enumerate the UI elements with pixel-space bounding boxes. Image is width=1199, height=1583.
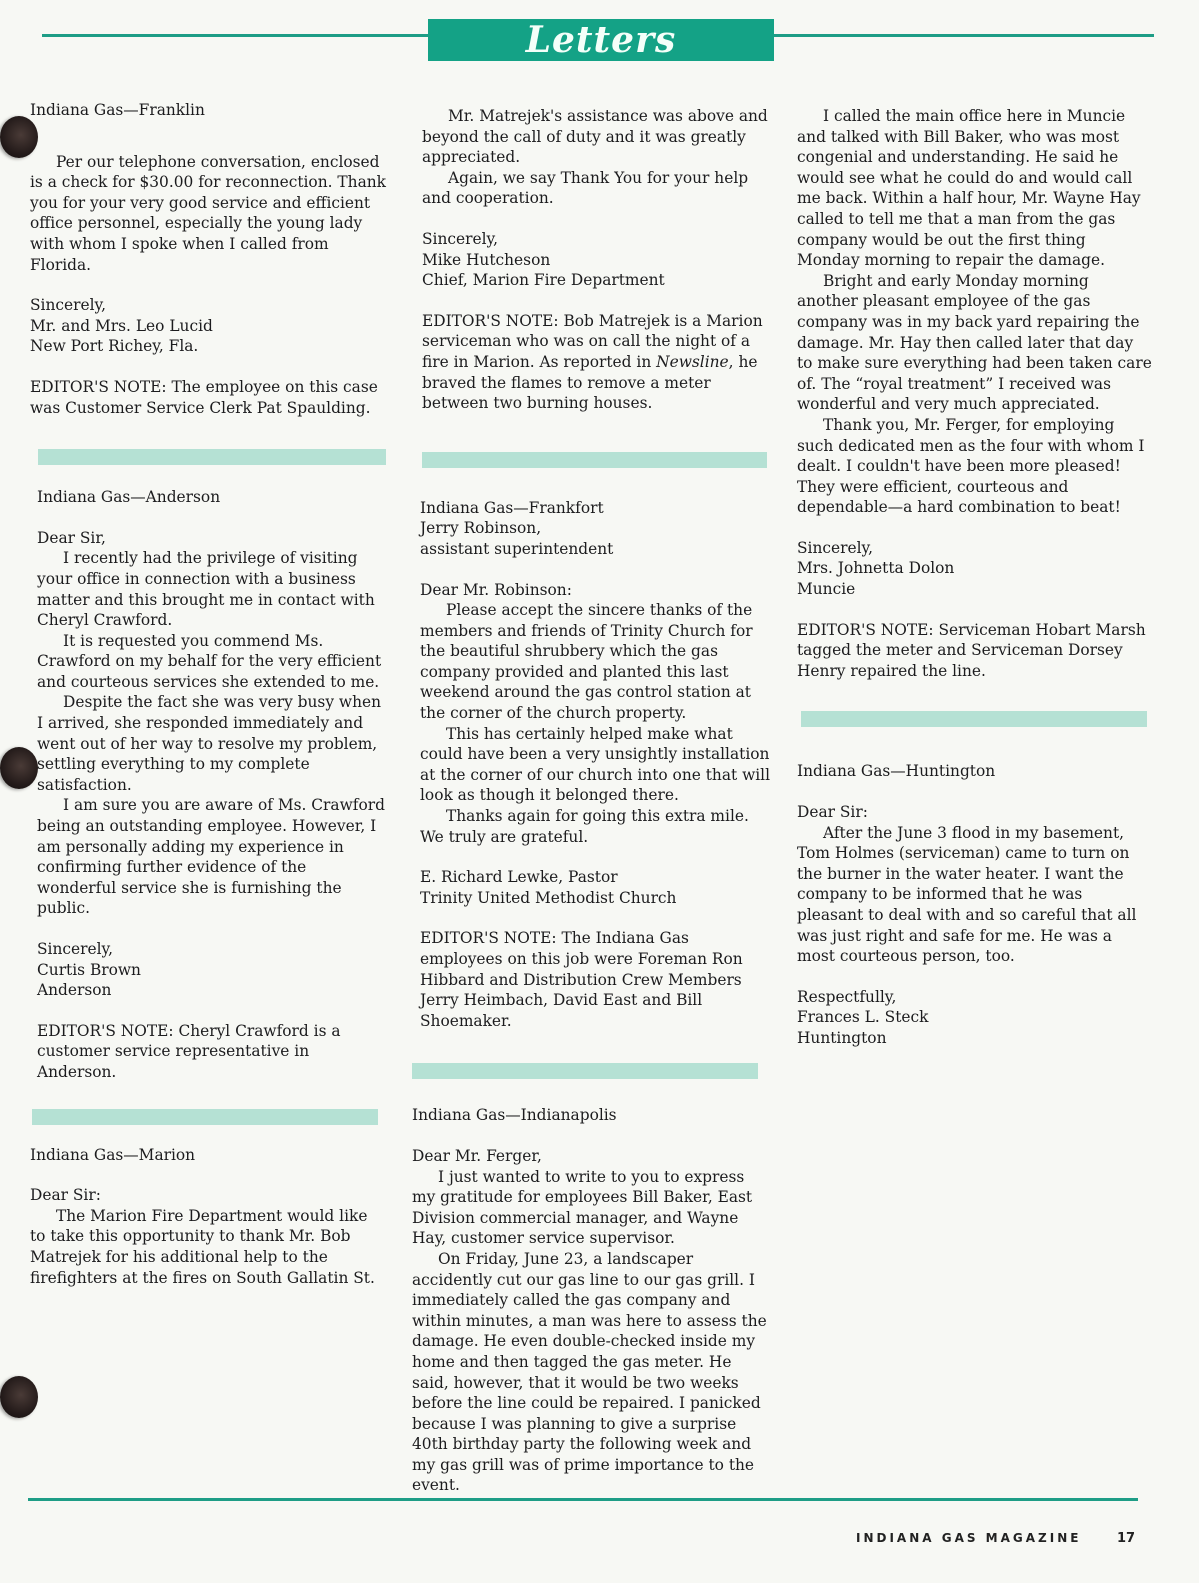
magazine-name: INDIANA GAS MAGAZINE	[856, 1531, 1082, 1545]
letter-signoff: Sincerely,	[30, 296, 107, 315]
letter-salutation: Dear Sir:	[797, 803, 868, 822]
letter-paragraph: I am sure you are aware of Ms. Crawford being an outstanding employee. However, I am personally adding my experience in confirming further evidence of the wonderful service she is furnishing the public.	[37, 796, 385, 918]
letter-salutation: Dear Sir:	[30, 1186, 101, 1205]
letter-location: Indiana Gas—Franklin	[30, 101, 205, 119]
section-divider	[412, 1063, 758, 1079]
letter-body: Per our telephone conversation, enclosed is a check for $30.00 for reconnection. Thank you for your very good service and efficient office personnel, especially the young lady with whom I spoke when I called from Florida.	[30, 152, 386, 274]
letter-signer: Mike Hutcheson	[422, 250, 551, 269]
editor-note: EDITOR'S NOTE: Serviceman Hobart Marsh tagged the meter and Serviceman Dorsey Henry repaired the line.	[797, 620, 1146, 680]
editor-note: EDITOR'S NOTE: Cheryl Crawford is a customer service representative in Anderson.	[37, 1021, 341, 1081]
letter-paragraph: I called the main office here in Muncie and talked with Bill Baker, who was most congenial and understanding. He said he would see what he could do and would call me back. Within a half hour, Mr. Wayne Hay called to tell me that a man from the gas company would be out the first thing Monday morning to repair the damage.	[797, 107, 1141, 270]
letter-paragraph: Please accept the sincere thanks of the members and friends of Trinity Church for the beautiful shrubbery which the gas company provided and planted this last weekend around the gas control station at the corner of the church property.	[420, 601, 753, 723]
letter-location: Indiana Gas—Anderson	[37, 488, 221, 507]
letter-huntington	[797, 761, 1153, 1048]
letter-salutation: Dear Sir,	[37, 528, 106, 547]
letter-signoff: Sincerely,	[422, 229, 499, 248]
editor-note-text: EDITOR'S NOTE: Bob Matrejek is a Marion serviceman who was on call the night of a fire in Marion. As reported in	[422, 311, 763, 371]
letter-signer: Frances L. Steck	[797, 1008, 929, 1027]
footer-rule	[28, 1498, 1138, 1501]
letter-paragraph: Thanks again for going this extra mile. We truly are grateful.	[420, 807, 749, 846]
section-title: Letters	[428, 19, 774, 61]
binder-hole-bottom	[0, 1376, 38, 1418]
letter-signoff: Respectfully,	[797, 987, 897, 1006]
letter-paragraph: On Friday, June 23, a landscaper accidently cut our gas line to our gas grill. I immediately called the gas company and within minutes, a man was here to assess the damage. He even double-checked inside my home and then tagged the gas meter. He said, however, that it would be two weeks before the line could be repaired. I panicked because I was planning to give a surprise 40th birthday party the following week and my gas grill was of prime importance to the event.	[412, 1249, 767, 1495]
letter-signer-title: Chief, Marion Fire Department	[422, 271, 665, 290]
letter-signer-location: Anderson	[37, 981, 112, 1000]
editor-note	[422, 311, 772, 414]
publication-name: Newsline	[656, 352, 729, 371]
section-divider	[801, 711, 1147, 727]
letter-addressee: Jerry Robinson,	[420, 519, 542, 538]
column-3	[797, 106, 1153, 1049]
letter-signoff: Sincerely,	[797, 538, 874, 557]
column-1	[30, 100, 386, 1288]
section-divider	[32, 1109, 378, 1125]
letter-salutation: Dear Mr. Ferger,	[412, 1146, 542, 1165]
letter-paragraph: The Marion Fire Department would like to take this opportunity to thank Mr. Bob Matrejek for his additional help to the firefighters at the fires on South Gallatin St.	[30, 1206, 375, 1287]
letter-paragraph: I just wanted to write to you to express my gratitude for employees Bill Baker, East Division commercial manager, and Wayne Hay, customer service supervisor.	[412, 1167, 753, 1248]
letter-signer: Mr. and Mrs. Leo Lucid	[30, 316, 213, 335]
letter-franklin	[30, 100, 386, 418]
letter-paragraph: After the June 3 flood in my basement, Tom Holmes (serviceman) came to turn on the burner in the water heater. I want the company to be informed that he was pleasant to deal with and so careful that all was just right and safe for me. He was a most courteous person, too.	[797, 823, 1137, 966]
column-2	[412, 106, 772, 1496]
letter-location: Indiana Gas—Marion	[30, 1145, 196, 1164]
letter-signer-location: New Port Richey, Fla.	[30, 337, 199, 356]
page-number: 17	[1117, 1531, 1136, 1546]
section-divider	[422, 452, 767, 468]
letter-signer: Curtis Brown	[37, 960, 141, 979]
letter-signer: Mrs. Johnetta Dolon	[797, 559, 955, 578]
section-divider	[38, 449, 386, 465]
letter-paragraph: This has certainly helped make what could have been a very unsightly installation at the corner of our church into one that will look as though it belonged there.	[420, 724, 771, 805]
editor-note-text: , he braved the flames to remove a meter between two burning houses.	[422, 352, 758, 413]
letter-marion-start	[30, 1145, 386, 1289]
letter-location: Indiana Gas—Huntington	[797, 762, 996, 781]
letter-salutation: Dear Mr. Robinson:	[420, 580, 572, 599]
letter-signer-org: Trinity United Methodist Church	[420, 888, 677, 907]
letter-marion-continued	[412, 106, 772, 414]
letter-frankfort	[412, 498, 772, 1032]
letter-signoff: Sincerely,	[37, 940, 114, 958]
letter-indianapolis-start	[412, 1105, 772, 1496]
letter-signer-location: Muncie	[797, 580, 856, 599]
editor-note: EDITOR'S NOTE: The Indiana Gas employees on this job were Foreman Ron Hibbard and Distribution Crew Members Jerry Heimbach, David East and Bill Shoemaker.	[420, 929, 743, 1030]
letter-paragraph: I recently had the privilege of visiting your office in connection with a business matter and this brought me in contact with Cheryl Crawford.	[37, 549, 375, 630]
letter-anderson	[30, 487, 386, 1082]
letter-paragraph: It is requested you commend Ms. Crawford on my behalf for the very efficient and courteous services she extended to me.	[37, 631, 382, 691]
letter-paragraph: Bright and early Monday morning another pleasant employee of the gas company was in my back yard repairing the damage. Mr. Hay then called later that day to make sure everything had been taken care of. The “royal treatment” I received was wonderful and very much appreciated.	[797, 271, 1152, 414]
letter-indianapolis-continued	[797, 106, 1153, 681]
editor-note: EDITOR'S NOTE: The employee on this case was Customer Service Clerk Pat Spaulding.	[30, 377, 378, 417]
letter-location: Indiana Gas—Indianapolis	[412, 1106, 617, 1125]
letter-signer-location: Huntington	[797, 1028, 887, 1047]
letter-paragraph: Thank you, Mr. Ferger, for employing such dedicated men as the four with whom I dealt. I couldn't have been more pleased! They were efficient, courteous and dependable—a hard combination to beat!	[797, 415, 1145, 517]
letter-paragraph: Despite the fact she was very busy when I arrived, she responded immediately and went out of her way to resolve my problem, settling everything to my complete satisfaction.	[37, 693, 382, 794]
letter-addressee-title: assistant superintendent	[420, 539, 614, 558]
letter-location: Indiana Gas—Frankfort	[420, 498, 604, 517]
letter-paragraph: Again, we say Thank You for your help and cooperation.	[422, 168, 749, 208]
letter-signer: E. Richard Lewke, Pastor	[420, 868, 618, 887]
letter-paragraph: Mr. Matrejek's assistance was above and beyond the call of duty and it was greatly appreciated.	[422, 107, 768, 167]
